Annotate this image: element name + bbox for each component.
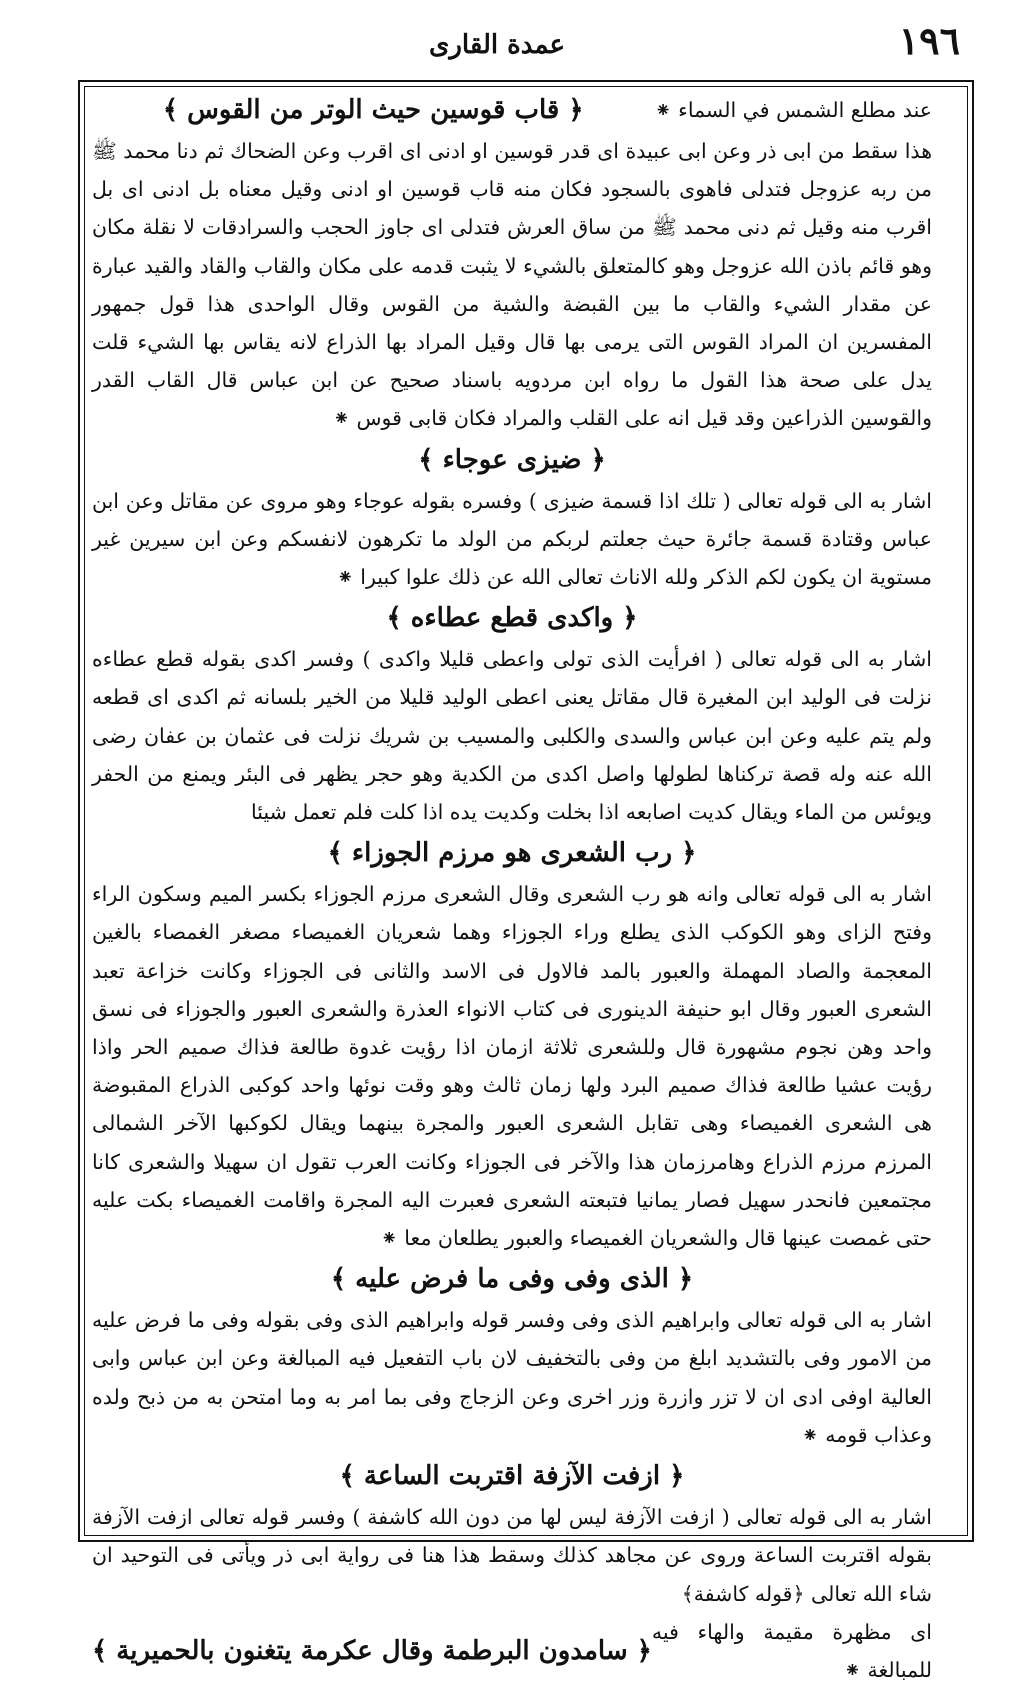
outro-text: اى مظهرة مقيمة والهاء فيه للمبالغة ⁕ (651, 1619, 932, 1682)
section-heading: ﴿ قاب قوسين حيث الوتر من القوس ﴾ (162, 95, 584, 125)
paragraph: هذا سقط من ابى ذر وعن ابى عبيدة اى قدر قوسين او ادنى اى اقرب وعن الضحاك ثم دنا محمد ﷺ من ربه عزوجل فتدلى فاهوى بالسجود فكان منه قاب قوسين او ادنى وقيل معناه بل ادنى اى بل اقرب منه وقيل ثم دنى محمد ﷺ من ساق العرش فتدلى اى جاوز الحجب والسرادقات لا نقلة مكان وهو قائم باذن الله عزوجل وهو كالمتعلق بالشيء لا يثبت قدمه على مكان والقاب والقاد والقيد عبارة عن مقدار الشيء والقاب ما بين القبضة والشية من القوس وقال الواحدى هذا قول جمهور المفسرين ان المراد القوس التى يرمى بها قال وقيل المراد بها الذراع لانه يقاس بها الشيء قلت يدل على صحة هذا القول ما رواه ابن مردويه باسناد صحيح عن ابن عباس قال القاب القدر والقوسين الذراعين وقد قيل انه على القلب والمراد فكان قابى قوس ⁕ (92, 139, 932, 431)
page-number: ١٩٦ (898, 18, 960, 63)
section-heading: ﴿ الذى وفى وفى ما فرض عليه ﴾ (330, 1264, 694, 1295)
paragraph: اشار به الى قوله تعالى ( افرأيت الذى تولى واعطى قليلا واكدى ) وفسر اكدى بقوله قطع عطاءه نزلت فى الوليد ابن المغيرة قال مقاتل يعنى اعطى الوليد قليلا من الخير بلسانه ثم اكدى اى قطعه ولم يتم عليه وعن ابن عباس والسدى والكلبى والمسيب بن شريك نزلت فى عثمان بن عفان رضى الله عنه وله قصة تركناها لطولها واصل اكدى من الكدية وهو حجر يظهر فى البئر ويمنع من الحفر ويوئس من الماء ويقال كديت اصابعه اذا بخلت وكديت يده اذا كلت فلم تعمل شيئا (92, 647, 932, 825)
intro-line (92, 88, 932, 132)
section-heading: ﴿ ضيزى عوجاء ﴾ (418, 444, 606, 475)
section-heading: ﴿ سامدون البرطمة وقال عكرمة يتغنون بالحميرية ﴾ (92, 1635, 652, 1666)
intro-text: عند مطلع الشمس في السماء ⁕ (654, 97, 932, 122)
paragraph: اشار به الى قوله تعالى ( ازفت الآزفة ليس لها من دون الله كاشفة ) وفسر قوله تعالى ازفت الآزفة بقوله اقتربت الساعة وروى عن مجاهد كذلك وسقط هذا هنا فى رواية ابى ذر ويأتى فى التوحيد ان شاء الله تعالى ﴿قوله كاشفة﴾ (92, 1505, 932, 1606)
page-header (60, 18, 960, 70)
paragraph: اشار به الى قوله تعالى وانه هو رب الشعرى وقال الشعرى مرزم الجوزاء بكسر الميم وسكون الراء وفتح الزاى وهو الكوكب الذى يطلع وراء الجوزاء وهما شعريان الغميصاء مصغر الغمصاء بالغين المعجمة والصاد المهملة والعبور بالمد فالاول فى الاسد والثانى فى الجوزاء وكانت خزاعة تعبد الشعرى العبور وقال ابو حنيفة الدينورى فى كتاب الانواء العذرة والشعرى العبور والجوزاء فى نسق واحد وهن نجوم مشهورة قال وللشعرى ثلاثة ازمان اذا رؤيت غدوة طالعة فذاك صميم الحر واذا رؤيت عشيا طالعة فذاك صميم البرد ولها زمان ثالث وهو وقت نوئها واحد كوكبى الذراع المقبوضة هى الشعرى الغميصاء وهى تقابل الشعرى العبور والمجرة بينهما ويقال لكوكبها الآخر الشمالى المرزم مرزم الذراع وهامرزمان هذا والآخر فى الجوزاء وكانت العرب تقول ان سهيلا والشعرى كانا مجتمعين فانحدر سهيل فصار يمانيا فتبعته الشعرى فعبرت اليه المجرة واقامت الغميصاء بكت عليه حتى غمصت عينها قال والشعريان الغميصاء والعبور يطلعان معا ⁕ (92, 882, 932, 1251)
section-heading: ﴿ رب الشعرى هو مرزم الجوزاء ﴾ (327, 838, 697, 869)
paragraph: اشار به الى قوله تعالى ( تلك اذا قسمة ضيزى ) وفسره بقوله عوجاء وهو مروى عن مقاتل وعن ابن عباس وقتادة قسمة جائرة حيث جعلتم لربكم من الولد ما تكرهون لانفسكم وعن ابن سيرين غير مستوية ان يكون لكم الذكر ولله الاناث تعالى الله عن ذلك علوا كبيرا ⁕ (92, 488, 932, 590)
paragraph: اشار به الى قوله تعالى وابراهيم الذى وفى وفسر قوله وابراهيم الذى وفى بقوله وفى ما فرض عليه من الامور وفى بالتشديد ابلغ من وفى بالتخفيف لان باب التفعيل فيه المبالغة وعن ابن عباس وابى العالية اوفى ادى ان لا تزر وازرة وزر اخرى وعن الزجاج وفى بما امر به وما امتحن به من ذبح ولده وعذاب قومه ⁕ (92, 1308, 932, 1447)
section-heading: ﴿ ازفت الآزفة اقتربت الساعة ﴾ (339, 1461, 685, 1492)
commentary-text (92, 88, 932, 1682)
running-title: عمدة القارى (429, 30, 565, 60)
outro-line (92, 1613, 932, 1689)
section-heading: ﴿ واكدى قطع عطاءه ﴾ (386, 603, 638, 634)
